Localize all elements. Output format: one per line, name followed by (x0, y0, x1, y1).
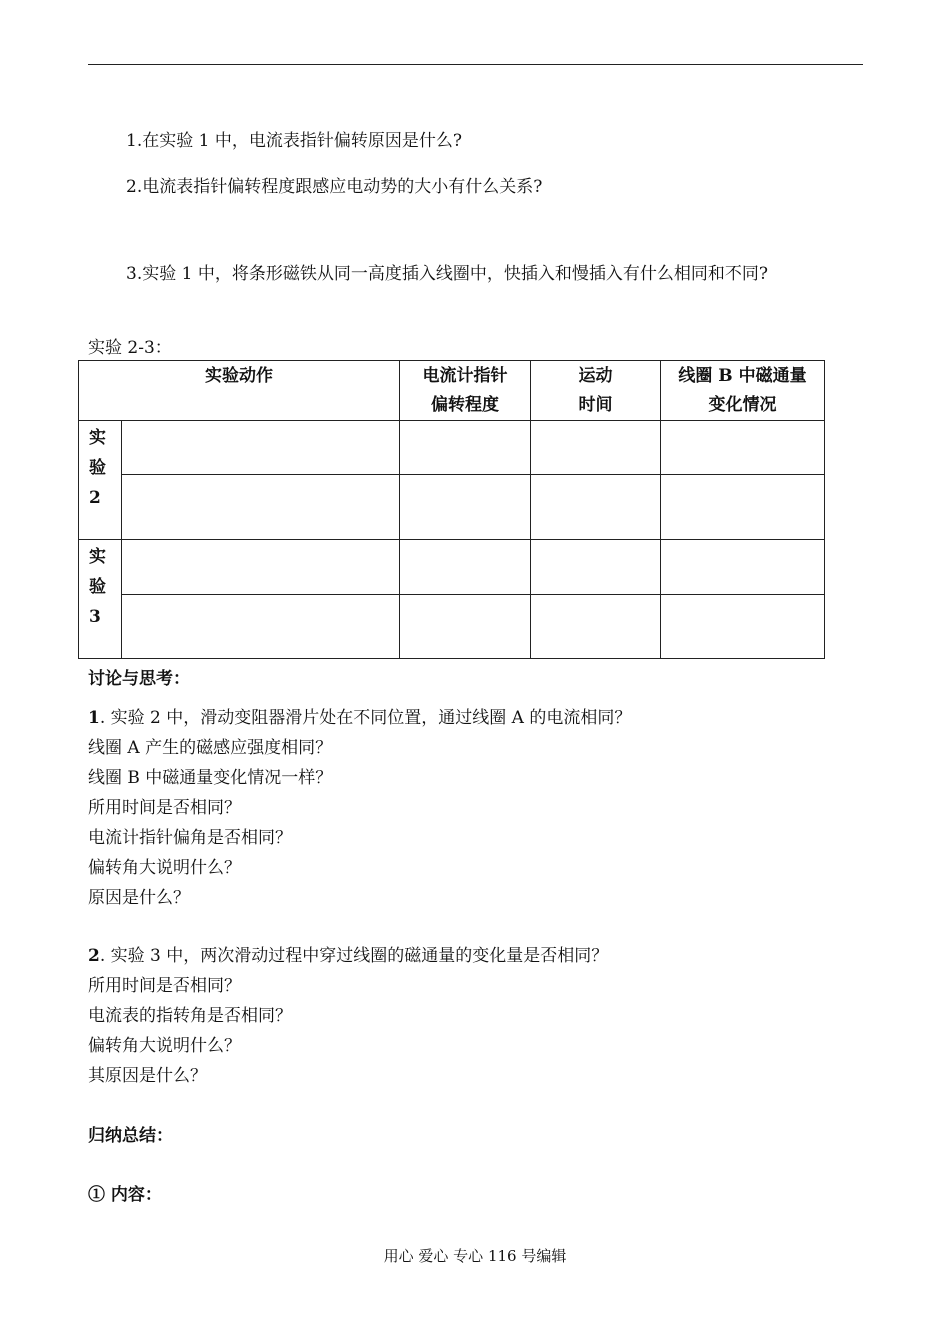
discussion-q1-line: 线圈 B 中磁通量变化情况一样？ (88, 768, 333, 788)
header-flux: 线圈 B 中磁通量 变化情况 (661, 361, 825, 421)
table-cell (400, 540, 531, 595)
group-label-exp2: 实 验 2 (79, 421, 122, 540)
discussion-q2-number: 2 (88, 946, 100, 966)
discussion-q1-line: 电流计指针偏角是否相同？ (88, 828, 292, 848)
table-cell (122, 540, 400, 595)
discussion-q2-line: 偏转角大说明什么？ (88, 1036, 241, 1056)
table-cell (531, 421, 661, 475)
table-cell (531, 595, 661, 659)
table-cell (400, 475, 531, 540)
discussion-q1-number: 1 (88, 708, 100, 728)
discussion-heading: 讨论与思考： (88, 669, 190, 689)
table-row (79, 475, 825, 540)
table-cell (531, 475, 661, 540)
table-cell (122, 475, 400, 540)
discussion-q1-line: 所用时间是否相同？ (88, 798, 241, 818)
question-3: 3.实验 1 中，将条形磁铁从同一高度插入线圈中，快插入和慢插入有什么相同和不同? (126, 264, 768, 284)
table-cell (122, 421, 400, 475)
table-cell (661, 540, 825, 595)
discussion-q1-line: 线圈 A 产生的磁感应强度相同？ (88, 738, 333, 758)
group-label-exp3: 实 验 3 (79, 540, 122, 659)
discussion-q2-line: 其原因是什么？ (88, 1066, 207, 1086)
table-cell (661, 421, 825, 475)
question-2: 2.电流表指针偏转程度跟感应电动势的大小有什么关系? (126, 177, 543, 197)
header-deflection: 电流计指针 偏转程度 (400, 361, 531, 421)
experiment-table (78, 360, 825, 659)
question-1: 1.在实验 1 中，电流表指针偏转原因是什么? (126, 131, 462, 151)
table-row (79, 595, 825, 659)
header-rule (88, 64, 863, 65)
content-heading: ① 内容： (88, 1185, 162, 1205)
discussion-q2-line: 电流表的指转角是否相同？ (88, 1006, 292, 1026)
table-cell (400, 595, 531, 659)
discussion-q1-line: 1. 实验 2 中，滑动变阻器滑片处在不同位置，通过线圈 A 的电流相同？ (88, 708, 632, 728)
summary-heading: 归纳总结： (88, 1126, 173, 1146)
table-cell (400, 421, 531, 475)
discussion-q1-line: 原因是什么？ (88, 888, 190, 908)
table-cell (661, 595, 825, 659)
table-row (79, 421, 825, 475)
table-row (79, 540, 825, 595)
discussion-q2-line: 2. 实验 3 中，两次滑动过程中穿过线圈的磁通量的变化量是否相同？ (88, 946, 609, 966)
header-time: 运动 时间 (531, 361, 661, 421)
discussion-q2-line: 所用时间是否相同？ (88, 976, 241, 996)
table-caption: 实验 2-3： (88, 338, 172, 358)
table-header-row (79, 361, 825, 421)
page-footer: 用心 爱心 专心 116 号编辑 (383, 1247, 567, 1265)
table-cell (531, 540, 661, 595)
discussion-q1-line: 偏转角大说明什么？ (88, 858, 241, 878)
table-cell (122, 595, 400, 659)
table-cell (661, 475, 825, 540)
header-action: 实验动作 (79, 361, 400, 421)
